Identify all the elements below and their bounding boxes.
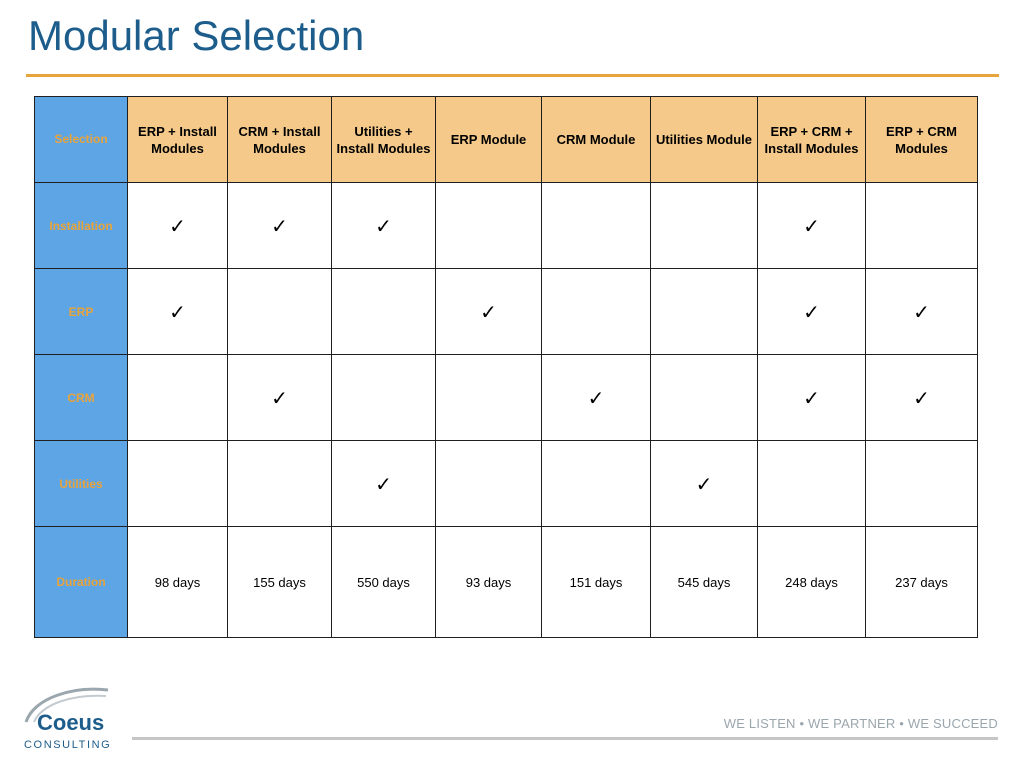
company-logo [20, 684, 120, 756]
duration-cell: 237 days [866, 527, 978, 638]
column-header: ERP + CRM Modules [866, 97, 978, 183]
checkmark-icon: ✓ [271, 385, 288, 410]
column-header: Utilities Module [651, 97, 758, 183]
table-row [35, 441, 978, 527]
checkmark-icon: ✓ [271, 213, 288, 238]
table-cell [542, 441, 651, 527]
table-cell [228, 441, 332, 527]
duration-cell: 151 days [542, 527, 651, 638]
table-cell [651, 269, 758, 355]
table-cell [228, 183, 332, 269]
table-cell [866, 269, 978, 355]
table-cell [758, 269, 866, 355]
table-cell [228, 269, 332, 355]
column-header: ERP + CRM + Install Modules [758, 97, 866, 183]
table-cell [651, 183, 758, 269]
title-divider [26, 74, 999, 77]
table-cell [758, 355, 866, 441]
checkmark-icon: ✓ [169, 213, 186, 238]
checkmark-icon: ✓ [913, 299, 930, 324]
table-cell [332, 355, 436, 441]
checkmark-icon: ✓ [587, 385, 605, 410]
table-cell [436, 269, 542, 355]
table-cell [128, 269, 228, 355]
footer-tagline: WE LISTEN • WE PARTNER • WE SUCCEED [723, 716, 998, 731]
checkmark-icon: ✓ [375, 213, 392, 238]
duration-cell: 98 days [128, 527, 228, 638]
column-header: CRM Module [542, 97, 651, 183]
duration-cell: 550 days [332, 527, 436, 638]
row-label: Utilities [35, 441, 128, 527]
duration-cell: 248 days [758, 527, 866, 638]
table-cell [436, 441, 542, 527]
table-cell [332, 441, 436, 527]
checkmark-icon: ✓ [803, 385, 820, 410]
duration-cell: 155 days [228, 527, 332, 638]
checkmark-icon: ✓ [913, 385, 930, 410]
table-cell [866, 441, 978, 527]
checkmark-icon: ✓ [375, 471, 392, 496]
logo-subtitle: CONSULTING [24, 739, 112, 751]
table-cell [866, 355, 978, 441]
row-label: Installation [35, 183, 128, 269]
duration-row [35, 527, 978, 638]
checkmark-icon: ✓ [803, 213, 820, 238]
table-cell [758, 441, 866, 527]
table-cell [128, 355, 228, 441]
table-cell [542, 269, 651, 355]
duration-cell: 93 days [436, 527, 542, 638]
column-header: CRM + Install Modules [228, 97, 332, 183]
table-cell [866, 183, 978, 269]
table-cell [436, 355, 542, 441]
table-cell [436, 183, 542, 269]
table-cell [332, 269, 436, 355]
logo-wordmark: Coeus [37, 710, 105, 735]
column-header: ERP + Install Modules [128, 97, 228, 183]
row-label: ERP [35, 269, 128, 355]
table-cell [651, 355, 758, 441]
table-row [35, 183, 978, 269]
duration-cell: 545 days [651, 527, 758, 638]
column-header: Utilities + Install Modules [332, 97, 436, 183]
row-label: CRM [35, 355, 128, 441]
checkmark-icon: ✓ [695, 471, 713, 496]
table-cell [542, 355, 651, 441]
table-cell [128, 183, 228, 269]
page-title: Modular Selection [28, 12, 365, 59]
table-cell [228, 355, 332, 441]
table-cell [542, 183, 651, 269]
checkmark-icon: ✓ [169, 299, 186, 324]
table-cell [758, 183, 866, 269]
module-selection-table [34, 96, 978, 638]
table-cell [332, 183, 436, 269]
footer-divider [132, 737, 998, 740]
row-label: Duration [35, 527, 128, 638]
checkmark-icon: ✓ [480, 299, 497, 324]
table-cell [651, 441, 758, 527]
corner-header-cell: Selection [35, 97, 128, 183]
column-header: ERP Module [436, 97, 542, 183]
table-cell [128, 441, 228, 527]
table-row [35, 269, 978, 355]
table-row [35, 355, 978, 441]
table-header-row [35, 97, 978, 183]
checkmark-icon: ✓ [803, 299, 820, 324]
